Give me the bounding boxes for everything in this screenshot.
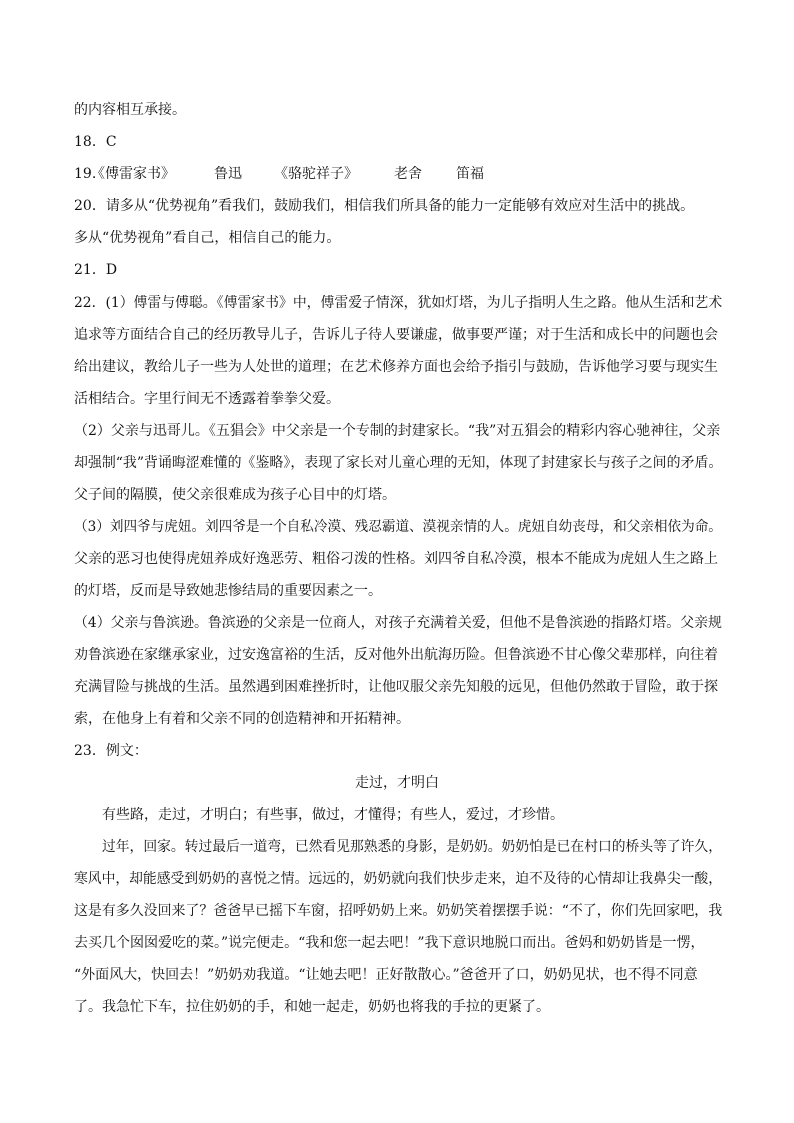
author-1: 鲁迅 bbox=[214, 166, 242, 182]
essay-title: 走过，才明白 bbox=[355, 775, 439, 791]
book-title-1: 《傅雷家书》 bbox=[91, 166, 175, 182]
text-line: 劝鲁滨逊在家继承家业，过安逸富裕的生活，反对他外出航海历险。但鲁滨逊不甘心像父辈那样，向往着 bbox=[74, 647, 718, 663]
answer-18: 18．C bbox=[74, 134, 117, 150]
text-line: （4）父亲与鲁滨逊。鲁滨逊的父亲是一位商人，对孩子充满着关爱，但他不是鲁滨逊的指路灯塔。父亲规 bbox=[74, 615, 722, 631]
answer-21: 21．D bbox=[74, 262, 118, 278]
answer-20: 20．请多从“优势视角”看我们，鼓励我们，相信我们所具备的能力一定能够有效应对生活中的挑战。 bbox=[74, 198, 695, 214]
character-name: 笛福 bbox=[456, 166, 484, 182]
answer-22: 22．(1）傅雷与傅聪。《傅雷家书》中，傅雷爱子情深，犹如灯塔，为儿子指明人生之路。他从生活和艺术 bbox=[74, 295, 723, 311]
answer-23: 23．例文： bbox=[74, 743, 148, 759]
question-number: 19. bbox=[74, 166, 97, 182]
text-line: 索，在他身上有着和父亲不同的创造精神和开拓精神。 bbox=[74, 711, 410, 727]
text-line: 这是有多久没回来了？爸爸早已摇下车窗，招呼奶奶上来。奶奶笑着摆摆手说：“不了，你们先回家吧，我 bbox=[74, 903, 723, 919]
text-line: （3）刘四爷与虎妞。刘四爷是一个自私冷漠、残忍霸道、漠视亲情的人。虎妞自幼丧母，和父亲相依为命。 bbox=[74, 519, 722, 535]
text-line: 充满冒险与挑战的生活。虽然遇到困难挫折时，让他叹服父亲先知般的远见，但他仍然敢于冒险，敢于探 bbox=[74, 679, 718, 695]
text-line: 父亲的恶习也使得虎妞养成好逸恶劳、粗俗刁泼的性格。刘四爷自私冷漠，根本不能成为虎妞人生之路上 bbox=[74, 551, 718, 567]
author-2: 老舍 bbox=[394, 166, 422, 182]
book-title-2: 《骆驼祥子》 bbox=[274, 166, 358, 182]
essay-paragraph: 有些路，走过，才明白；有些事，做过，才懂得；有些人，爱过，才珍惜。 bbox=[102, 807, 564, 823]
text-line: “外面风大，快回去！”奶奶劝我道。“让她去吧！正好散散心。”爸爸开了口，奶奶见状，也不得不同意 bbox=[74, 967, 698, 983]
text-line: （2）父亲与迅哥儿。《五猖会》中父亲是一个专制的封建家长。“我”对五猖会的精彩内容心驰神往，父亲 bbox=[74, 423, 721, 439]
text-line: 却强制“我”背诵晦涩难懂的《鉴略》，表现了家长对儿童心理的无知，体现了封建家长与孩子之间的矛盾。 bbox=[74, 455, 723, 471]
text-line: 给出建议，教给儿子一些为人处世的道理；在艺术修养方面也会给予指引与鼓励，告诉他学习要与现实生 bbox=[74, 359, 718, 375]
text-line: 多从“优势视角”看自己，相信自己的能力。 bbox=[74, 230, 341, 246]
text-line: 去买几个囡囡爱吃的菜。”说完便走。“我和您一起去吧！”我下意识地脱口而出。爸妈和奶奶皆是一愣， bbox=[74, 935, 705, 951]
text-line: 的灯塔，反而是导致她悲惨结局的重要因素之一。 bbox=[74, 583, 382, 599]
text-line: 的内容相互承接。 bbox=[74, 102, 186, 118]
text-line: 父子间的隔膜，使父亲很难成为孩子心目中的灯塔。 bbox=[74, 487, 396, 503]
text-line: 活相结合。字里行间无不透露着拳拳父爱。 bbox=[74, 391, 340, 407]
essay-paragraph: 过年，回家。转过最后一道弯，已然看见那熟悉的身影，是奶奶。奶奶怕是已在村口的桥头等了许久， bbox=[102, 839, 722, 855]
text-line: 追求等方面结合自己的经历教导儿子，告诉儿子待人要谦虚，做事要严谨；对于生活和成长中的问题也会 bbox=[74, 327, 718, 343]
text-line: 寒风中，却能感受到奶奶的喜悦之情。远远的，奶奶就向我们快步走来，迫不及待的心情却让我鼻尖一酸， bbox=[74, 871, 722, 887]
text-line: 了。我急忙下车，拉住奶奶的手，和她一起走，奶奶也将我的手拉的更紧了。 bbox=[74, 999, 550, 1015]
